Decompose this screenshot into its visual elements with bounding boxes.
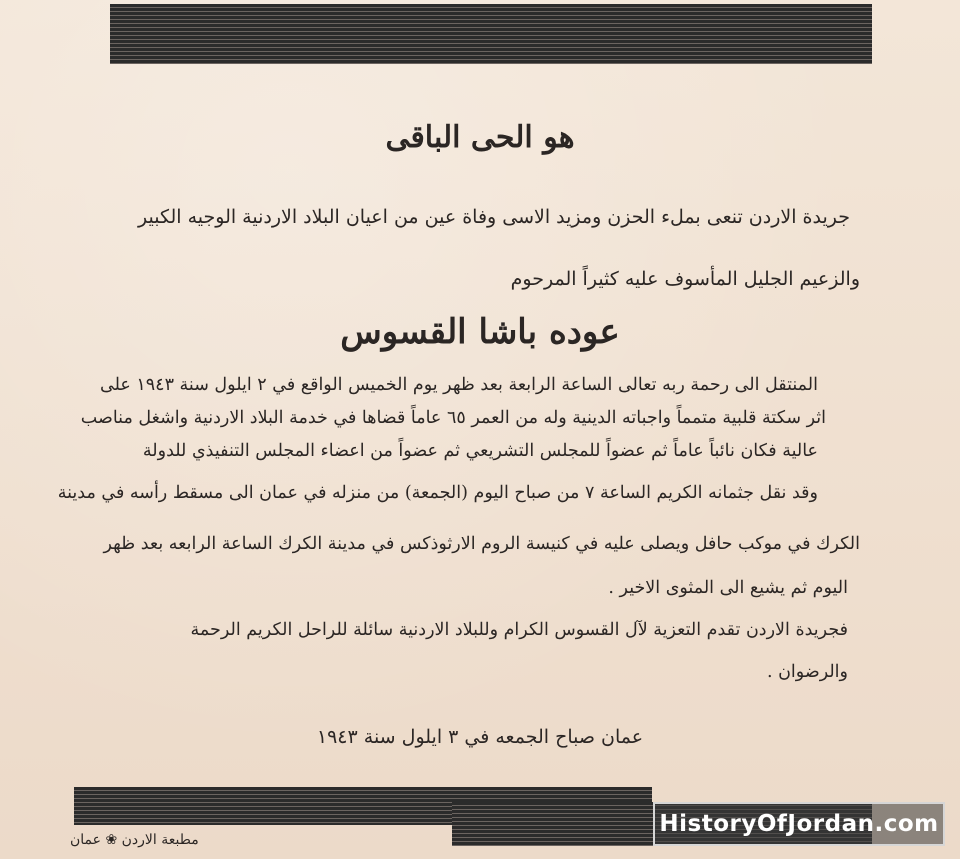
body-line-4: وقد نقل جثمانه الكريم الساعة ٧ من صباح اليوم (الجمعة) من منزله في عمان الى مسقط رأسه في مدينة xyxy=(57,483,818,503)
condolence-line-2: والرضوان . xyxy=(766,662,848,682)
body-line-1: المنتقل الى رحمة ربه تعالى الساعة الرابعة بعد ظهر يوم الخميس الواقع في ٢ ايلول سنة ١٩٤٣ على xyxy=(99,375,818,395)
deceased-name: عوده باشا القسوس xyxy=(340,312,620,352)
intro-line-1: جريدة الاردن تنعى بملء الحزن ومزيد الاسى وفاة عين من اعيان البلاد الاردنية الوجيه الكبير xyxy=(138,206,850,228)
printer-credit: مطبعة الاردن ❀ عمان xyxy=(70,832,199,848)
date-line: عمان صباح الجمعه في ٣ ايلول سنة ١٩٤٣ xyxy=(316,726,644,748)
watermark-badge: HistoryOfJordan.com xyxy=(653,802,945,846)
heading: هو الحى الباقى xyxy=(385,120,575,155)
intro-line-2: والزعيم الجليل المأسوف عليه كثيراً المرحوم xyxy=(510,268,860,290)
body-line-3: عالية فكان نائباً عاماً ثم عضواً للمجلس التشريعي ثم عضواً من اعضاء المجلس التنفيذي للدولة xyxy=(142,441,818,461)
body-line-6: اليوم ثم يشيع الى المثوى الاخير . xyxy=(608,578,848,598)
condolence-line-1: فجريدة الاردن تقدم التعزية لآل القسوس الكرام وللبلاد الاردنية سائلة للراحل الكريم الرحمة xyxy=(190,620,848,640)
body-line-2: اثر سكتة قلبية متمماً واجباته الدينية وله من العمر ٦٥ عاماً قضاها في خدمة البلاد الاردنية واشغل مناصب xyxy=(80,408,826,428)
top-decorative-band xyxy=(110,4,872,64)
body-line-5: الكرك في موكب حافل ويصلى عليه في كنيسة الروم الارثوذكس في مدينة الكرك الساعة الرابعه بعد ظهر xyxy=(103,534,860,554)
